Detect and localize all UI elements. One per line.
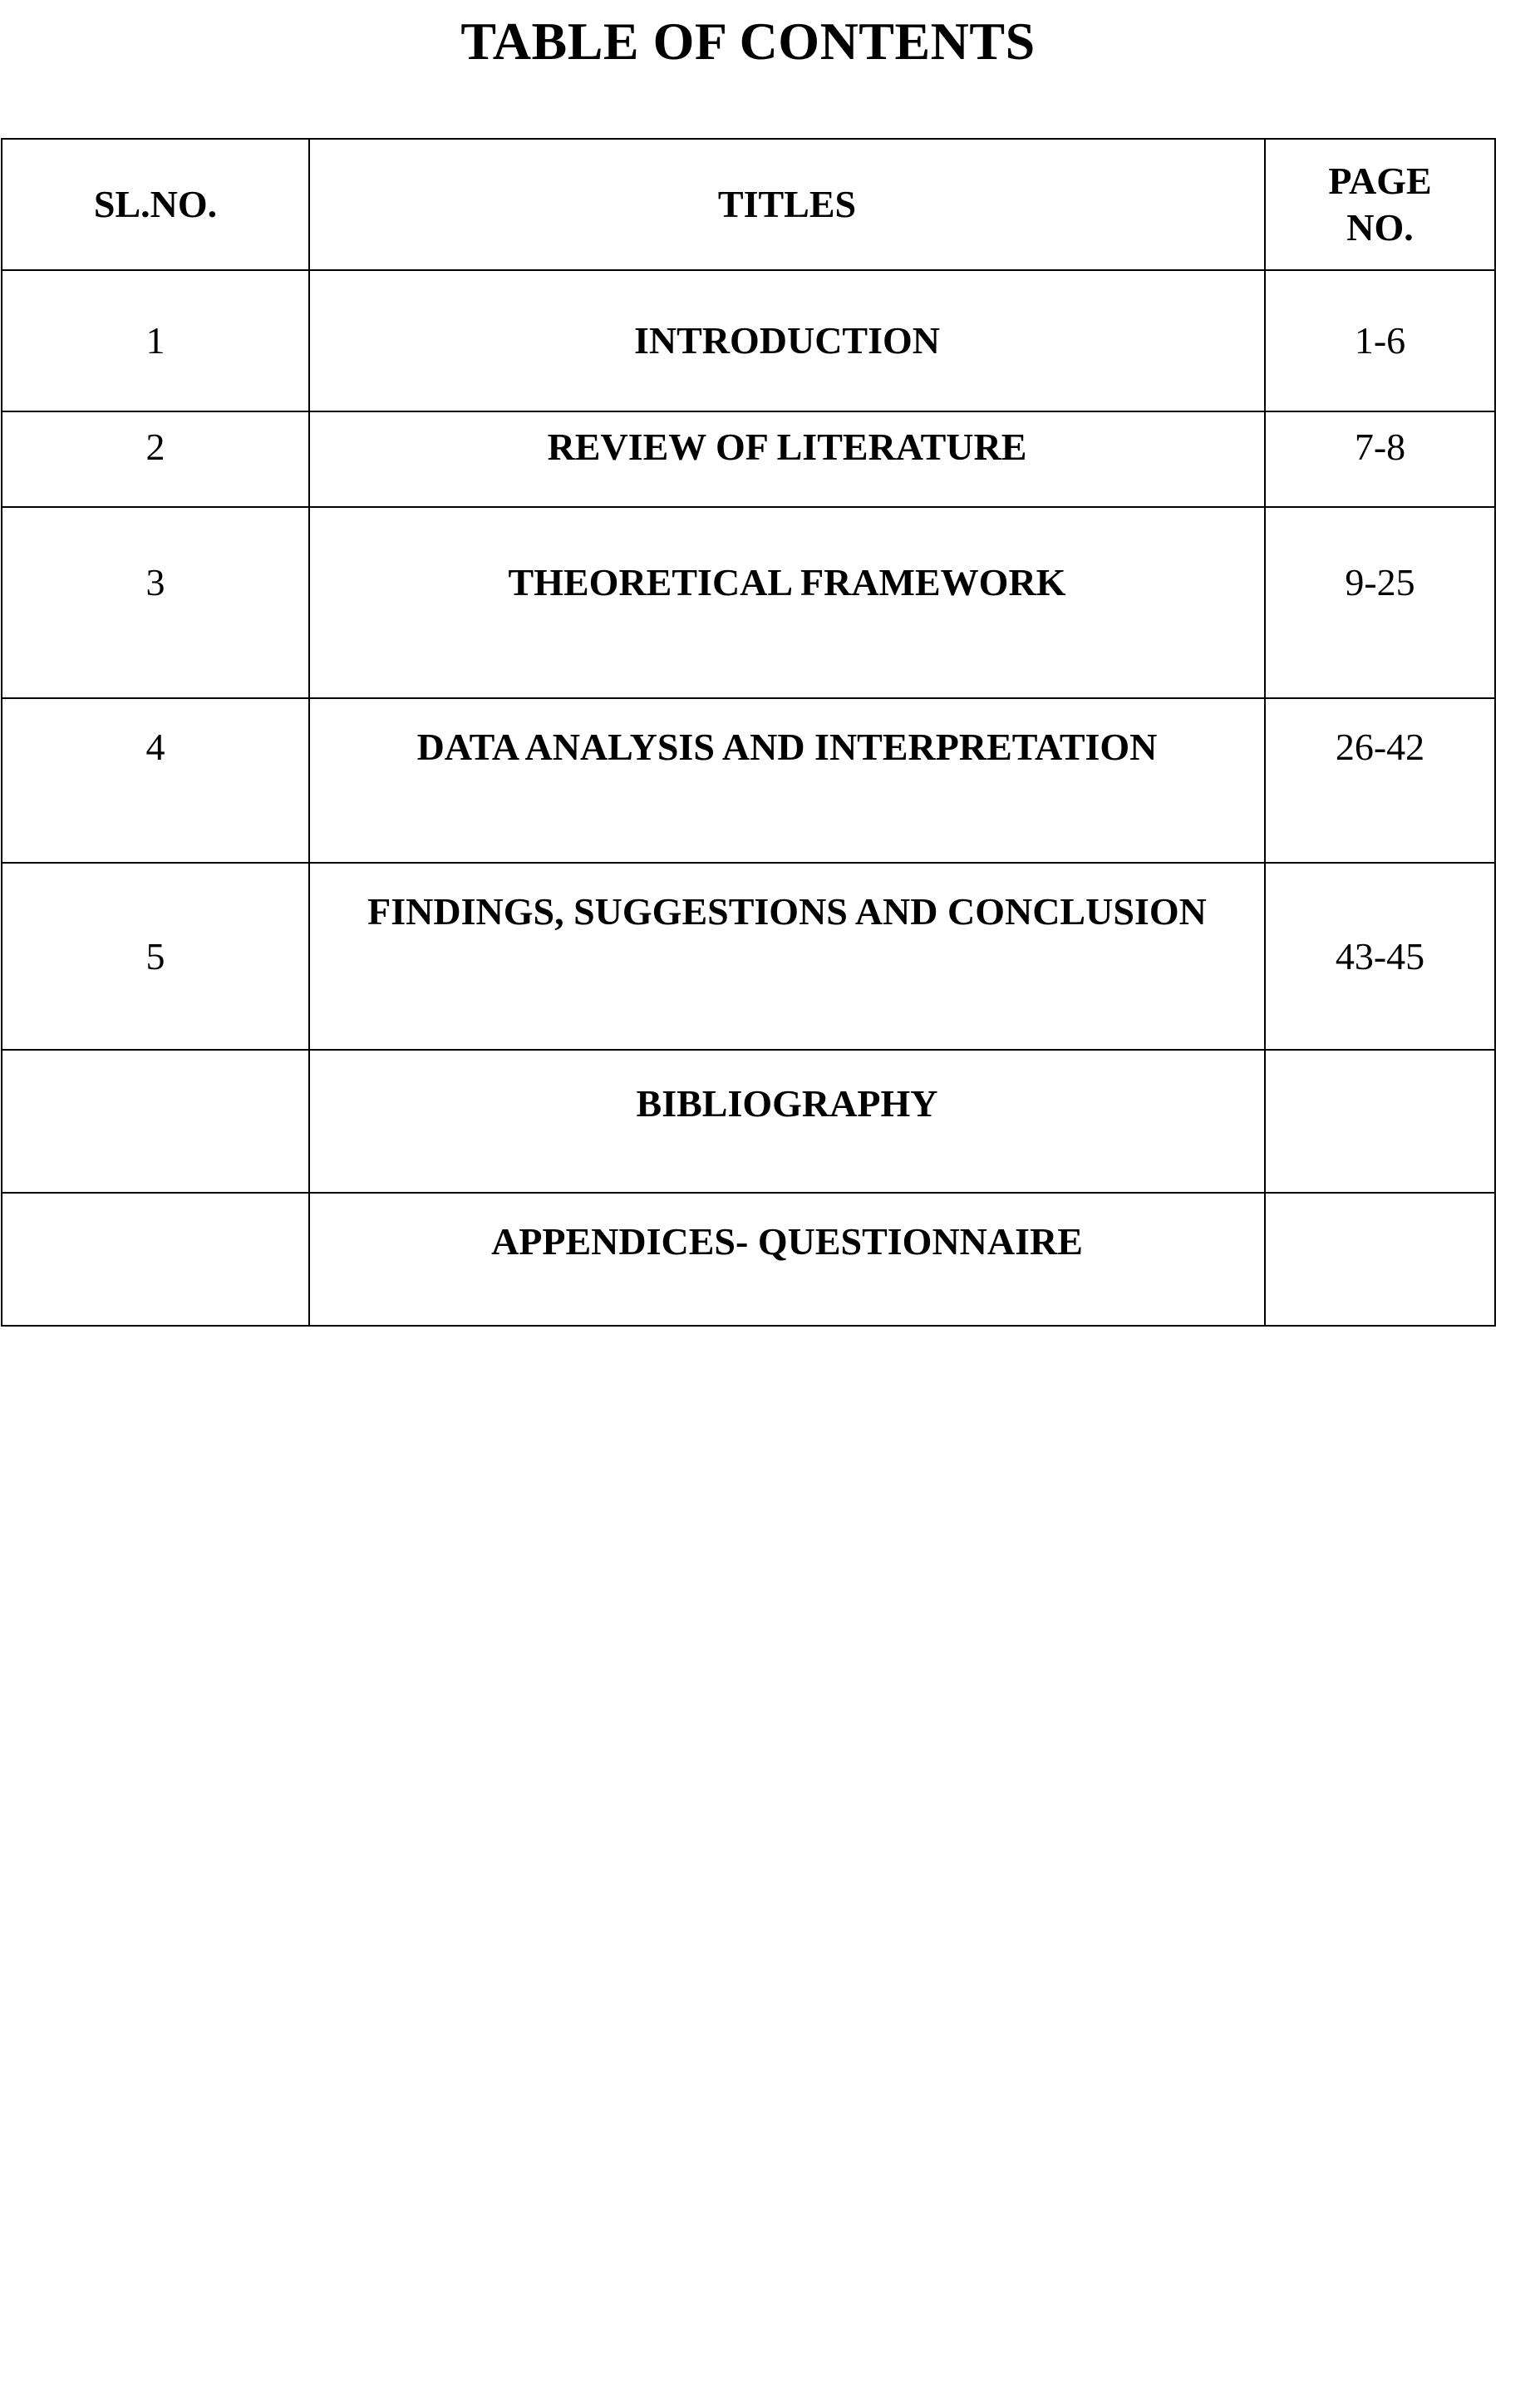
table-row: [2, 698, 1495, 863]
row-title: FINDINGS, SUGGESTIONS AND CONCLUSION: [309, 863, 1265, 1050]
table-row: [2, 1050, 1495, 1193]
row-sl-no: 1: [2, 270, 309, 411]
row-page-no: [1265, 1050, 1495, 1193]
row-title: APPENDICES- QUESTIONNAIRE: [309, 1193, 1265, 1326]
table-row: [2, 507, 1495, 698]
row-title: THEORETICAL FRAMEWORK: [309, 507, 1265, 698]
row-sl-no: 3: [2, 507, 309, 698]
table-of-contents: [1, 138, 1496, 1327]
row-sl-no: 4: [2, 698, 309, 863]
table-row: [2, 411, 1495, 507]
page-title: TABLE OF CONTENTS: [460, 12, 1036, 71]
row-page-no: [1265, 1193, 1495, 1326]
row-page-no: 43-45: [1265, 863, 1495, 1050]
row-page-no: 26-42: [1265, 698, 1495, 863]
row-page-no: 9-25: [1265, 507, 1495, 698]
header-titles: TITLES: [309, 139, 1265, 270]
header-sl-no: SL.NO.: [2, 139, 309, 270]
row-title: INTRODUCTION: [309, 270, 1265, 411]
table-row: [2, 863, 1495, 1050]
table-header-row: [2, 139, 1495, 270]
row-title: BIBLIOGRAPHY: [309, 1050, 1265, 1193]
row-title: REVIEW OF LITERATURE: [309, 411, 1265, 507]
header-page-no: [1265, 139, 1495, 270]
row-page-no: 1-6: [1265, 270, 1495, 411]
header-page-no-line2: NO.: [1346, 206, 1414, 249]
row-sl-no: 5: [2, 863, 309, 1050]
table-row: [2, 270, 1495, 411]
row-sl-no: [2, 1193, 309, 1326]
row-page-no: 7-8: [1265, 411, 1495, 507]
row-sl-no: [2, 1050, 309, 1193]
header-page-no-line1: PAGE: [1328, 160, 1432, 202]
row-sl-no: 2: [2, 411, 309, 507]
row-title: DATA ANALYSIS AND INTERPRETATION: [309, 698, 1265, 863]
table-row: [2, 1193, 1495, 1326]
